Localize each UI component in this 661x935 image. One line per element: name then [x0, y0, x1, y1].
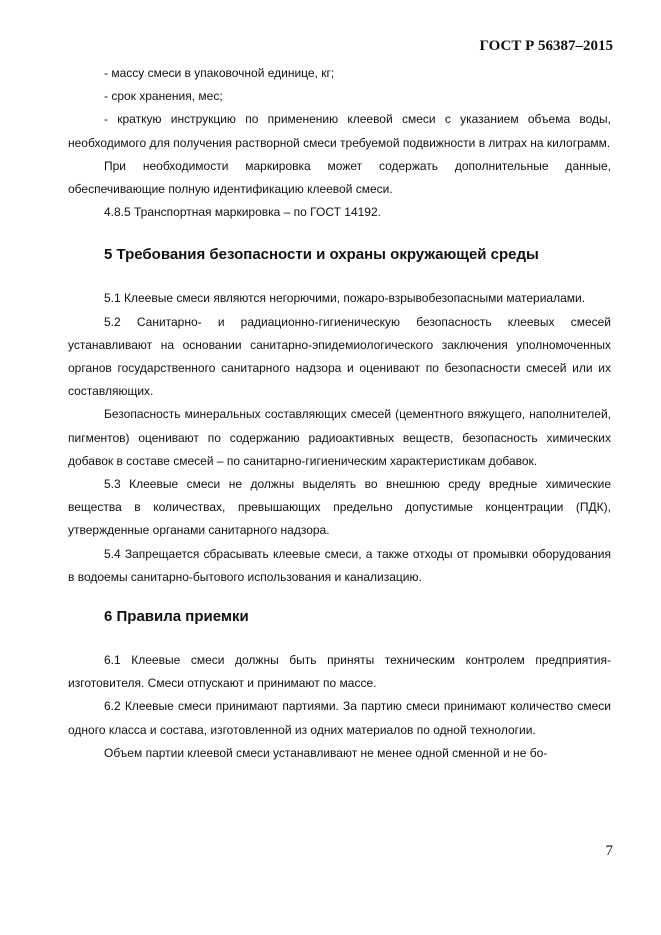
document-header: ГОСТ Р 56387–2015: [479, 38, 613, 54]
section-5-heading: 5 Требования безопасности и охраны окружающей среды: [104, 246, 539, 264]
paragraph-5-3: 5.3 Клеевые смеси не должны выделять во внешнюю среду вредные химические вещества в количествах, превышающих предельно допустимые концентрации (ПДК), утвержденные органами санитарного надзора.: [68, 477, 611, 538]
paragraph-4-8-5: 4.8.5 Транспортная маркировка – по ГОСТ 14192.: [104, 205, 381, 220]
paragraph-5-4: 5.4 Запрещается сбрасывать клеевые смеси, а также отходы от промывки оборудования в водоемы санитарно-бытового использования и канализацию.: [68, 546, 611, 584]
paragraph-extra-marking: При необходимости маркировка может содержать дополнительные данные, обеспечивающие полную идентификацию клеевой смеси.: [68, 158, 611, 197]
list-item-instructions: - краткую инструкцию по применению клеевой смеси с указанием объема воды, необходимого для получения растворной смеси требуемой подвижности в литрах на килограмм.: [68, 112, 611, 150]
list-item-mass: - массу смеси в упаковочной единице, кг;: [104, 66, 335, 80]
paragraph-5-1: 5.1 Клеевые смеси являются негорючими, пожаро-взрывобезопасными материалами.: [104, 291, 586, 306]
document-body: [68, 62, 611, 765]
section-6-heading: 6 Правила приемки: [104, 608, 249, 626]
paragraph-6-1: 6.1 Клеевые смеси должны быть приняты техническим контролем предприятия-изготовителя. Смеси отпускают и принимают по массе.: [68, 653, 611, 691]
paragraph-6-2: 6.2 Клеевые смеси принимают партиями. За партию смеси принимают количество смеси одного класса и состава, изготовленной из одних материалов по одной технологии.: [68, 699, 611, 737]
page-number: 7: [605, 843, 613, 859]
paragraph-batch-volume: Объем партии клеевой смеси устанавливают не менее одной сменной и не бо-: [104, 745, 548, 760]
list-item-shelf-life: - срок хранения, мес;: [104, 89, 223, 104]
paragraph-5-2-minerals: Безопасность минеральных составляющих смесей (цементного вяжущего, наполнителей, пигментов) оценивают по содержанию радиоактивных веществ, безопасность химических добавок в составе смесей – по санитарно-гигиеническим характеристикам добавок.: [68, 407, 611, 468]
paragraph-5-2: 5.2 Санитарно- и радиационно-гигиеническую безопасность клеевых смесей устанавливают на основании санитарно-эпидемиологического заключения уполномоченных органов государственного санитарного надзора и оценивают по безопасности смесей или их составляющих.: [68, 314, 611, 399]
